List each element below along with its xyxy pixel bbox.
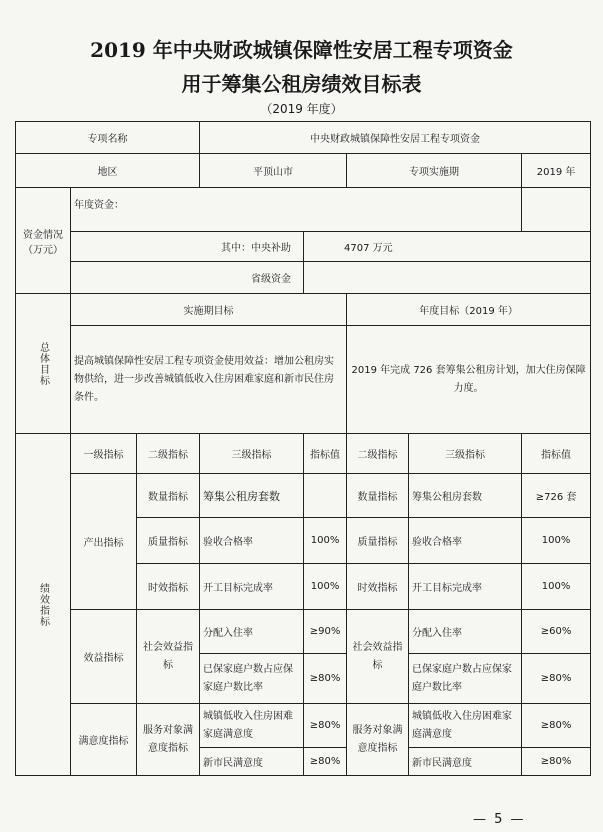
allocation-item: 分配入住率 bbox=[200, 610, 304, 654]
perf-label: 绩效指标 bbox=[16, 434, 71, 776]
quantity-label: 数量指标 bbox=[137, 474, 200, 518]
period-label: 专项实施期 bbox=[347, 154, 522, 188]
overall-label: 总体目标 bbox=[16, 294, 71, 434]
benefit-label: 效益指标 bbox=[71, 610, 137, 704]
impl-target-header: 实施期目标 bbox=[71, 294, 347, 326]
period-value: 2019 年 bbox=[522, 154, 591, 188]
header-valueb: 指标值 bbox=[522, 434, 591, 474]
ratio-value: ≥80% bbox=[304, 654, 347, 704]
overall-text-row bbox=[16, 326, 591, 434]
ratio-item: 已保家庭户数占应保家庭户数比率 bbox=[200, 654, 304, 704]
timeliness-item-right: 开工目标完成率 bbox=[409, 564, 522, 610]
quantity-row bbox=[16, 474, 591, 518]
allocation-value: ≥90% bbox=[304, 610, 347, 654]
funds-label: 资金情况（万元） bbox=[16, 188, 71, 294]
timeliness-value: 100% bbox=[304, 564, 347, 610]
header-level3b: 三级指标 bbox=[409, 434, 522, 474]
project-value: 中央财政城镇保障性安居工程专项资金 bbox=[200, 122, 591, 154]
lowincome-item: 城镇低收入住房困难家庭满意度 bbox=[200, 704, 304, 748]
timeliness-value-right: 100% bbox=[522, 564, 591, 610]
social-benefit-label-right: 社会效益指标 bbox=[347, 610, 409, 704]
annual-target-header: 年度目标（2019 年） bbox=[347, 294, 591, 326]
project-row bbox=[16, 122, 591, 154]
lowincome-value: ≥80% bbox=[304, 704, 347, 748]
newcitizen-item: 新市民满意度 bbox=[200, 748, 304, 776]
page-title-line-2: 用于筹集公租房绩效目标表 bbox=[181, 72, 422, 96]
area-value: 平顶山市 bbox=[200, 154, 347, 188]
central-funds-value: 4707 万元 bbox=[304, 232, 591, 262]
project-label: 专项名称 bbox=[16, 122, 200, 154]
annual-funds-label: 年度资金： bbox=[71, 188, 522, 232]
header-level1: 一级指标 bbox=[71, 434, 137, 474]
ratio-item-right: 已保家庭户数占应保家庭户数比率 bbox=[409, 654, 522, 704]
funds-central-row bbox=[16, 232, 591, 262]
quantity-value-right: ≥726 套 bbox=[522, 474, 591, 518]
annual-funds-value bbox=[522, 188, 591, 232]
lowincome-value-right: ≥80% bbox=[522, 704, 591, 748]
quality-label: 质量指标 bbox=[137, 518, 200, 564]
header-level2: 二级指标 bbox=[137, 434, 200, 474]
service-label-right: 服务对象满意度指标 bbox=[347, 704, 409, 776]
quantity-item-right: 筹集公租房套数 bbox=[409, 474, 522, 518]
quality-value: 100% bbox=[304, 518, 347, 564]
annual-target-text: 2019 年完成 726 套筹集公租房计划，加大住房保障力度。 bbox=[347, 326, 591, 434]
header-level3: 三级指标 bbox=[200, 434, 304, 474]
header-value: 指标值 bbox=[304, 434, 347, 474]
timeliness-label-right: 时效指标 bbox=[347, 564, 409, 610]
area-row bbox=[16, 154, 591, 188]
newcitizen-value: ≥80% bbox=[304, 748, 347, 776]
performance-target-table bbox=[15, 121, 591, 776]
quality-item: 验收合格率 bbox=[200, 518, 304, 564]
timeliness-label: 时效指标 bbox=[137, 564, 200, 610]
allocation-item-right: 分配入住率 bbox=[409, 610, 522, 654]
quantity-item: 筹集公租房套数 bbox=[200, 474, 304, 518]
quality-item-right: 验收合格率 bbox=[409, 518, 522, 564]
newcitizen-value-right: ≥80% bbox=[522, 748, 591, 776]
area-label: 地区 bbox=[16, 154, 200, 188]
social-benefit-label: 社会效益指标 bbox=[137, 610, 200, 704]
satisfaction-label: 满意度指标 bbox=[71, 704, 137, 776]
quality-value-right: 100% bbox=[522, 518, 591, 564]
funds-annual-row bbox=[16, 188, 591, 232]
provincial-funds-label: 省级资金 bbox=[71, 262, 304, 294]
header-level2b: 二级指标 bbox=[347, 434, 409, 474]
quality-label-right: 质量指标 bbox=[347, 518, 409, 564]
quantity-value bbox=[304, 474, 347, 518]
page-number: — 5 — bbox=[473, 812, 526, 827]
output-label: 产出指标 bbox=[71, 474, 137, 610]
ratio-value-right: ≥80% bbox=[522, 654, 591, 704]
lowincome-item-right: 城镇低收入住房困难家庭满意度 bbox=[409, 704, 522, 748]
perf-header-row bbox=[16, 434, 591, 474]
central-funds-label: 其中：中央补助 bbox=[71, 232, 304, 262]
funds-provincial-row bbox=[16, 262, 591, 294]
allocation-row bbox=[16, 610, 591, 654]
page-title-line-1: 2019 年中央财政城镇保障性安居工程专项资金 bbox=[90, 38, 513, 62]
year-note: （2019 年度） bbox=[260, 102, 343, 116]
quantity-label-right: 数量指标 bbox=[347, 474, 409, 518]
impl-target-text: 提高城镇保障性安居工程专项资金使用效益：增加公租房实物供给，进一步改善城镇低收入住房困难家庭和新市民住房条件。 bbox=[71, 326, 347, 434]
newcitizen-item-right: 新市民满意度 bbox=[409, 748, 522, 776]
allocation-value-right: ≥60% bbox=[522, 610, 591, 654]
lowincome-row bbox=[16, 704, 591, 748]
provincial-funds-value bbox=[304, 262, 591, 294]
service-label: 服务对象满意度指标 bbox=[137, 704, 200, 776]
overall-header-row bbox=[16, 294, 591, 326]
timeliness-item: 开工目标完成率 bbox=[200, 564, 304, 610]
